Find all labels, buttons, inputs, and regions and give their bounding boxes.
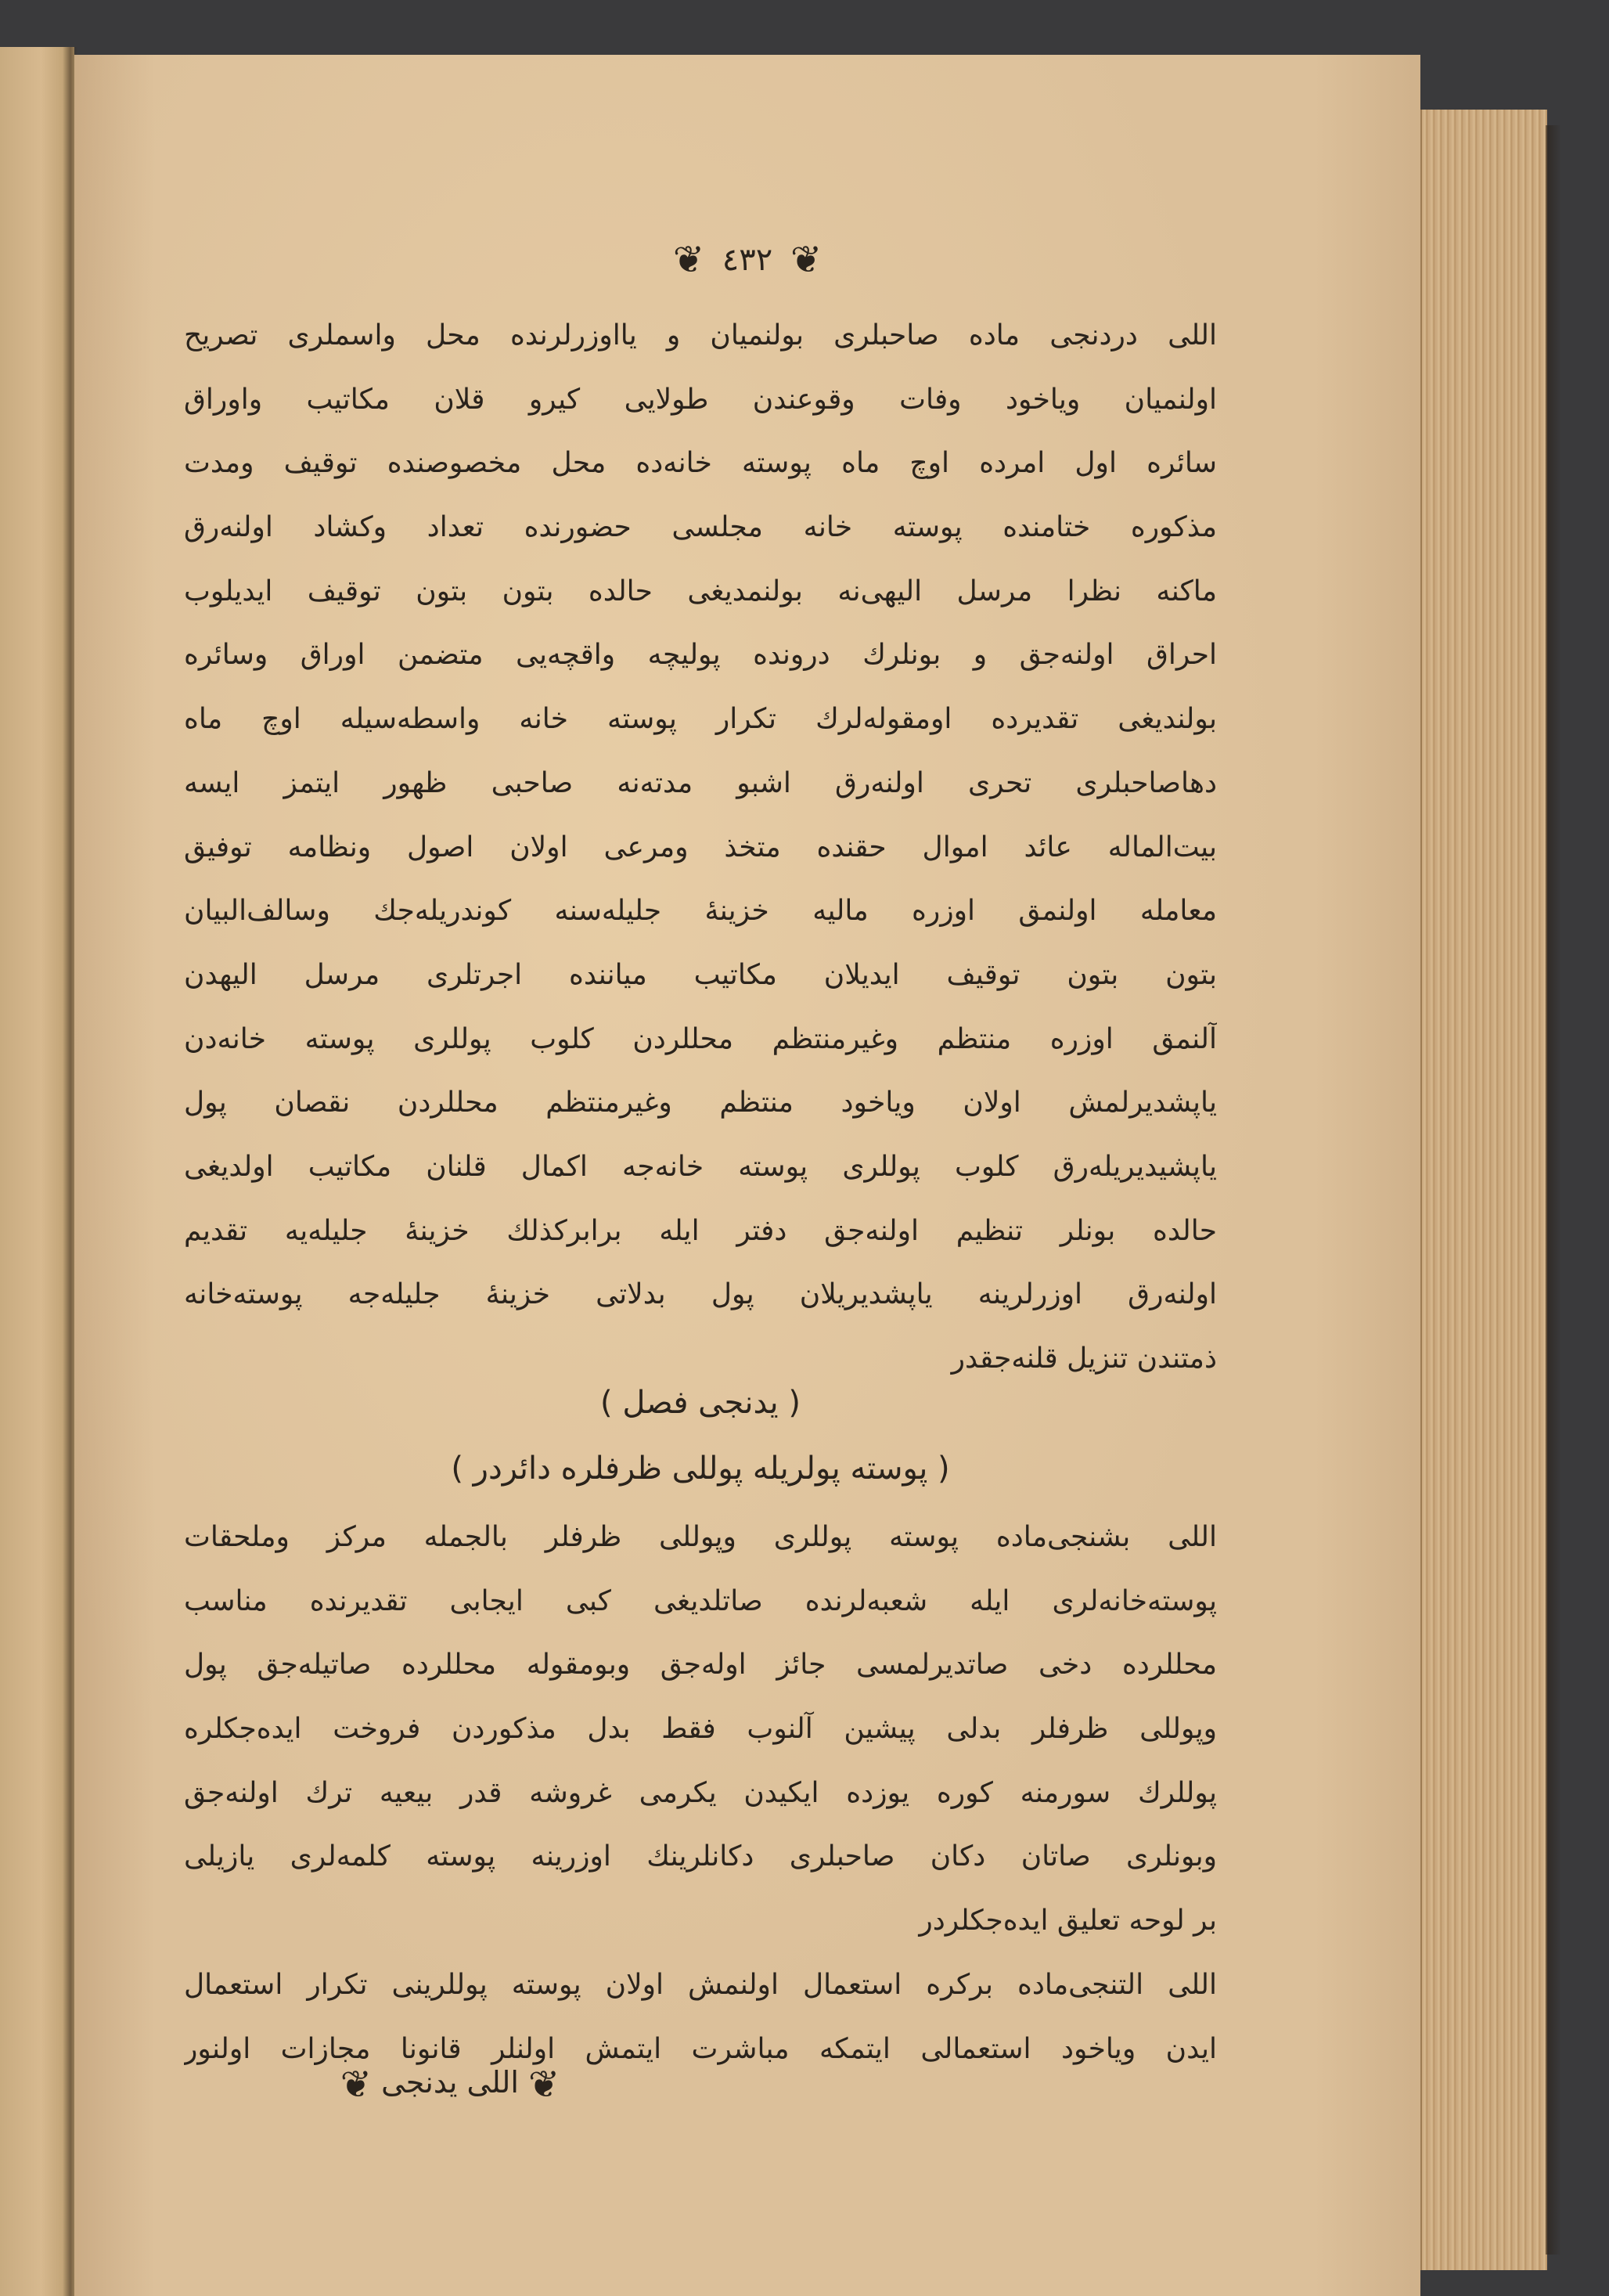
text-line: حالده بونلر تنظیم اولنه‌جق دفتر ایله برابرکذلك خزینهٔ جلیله‌یه تقدیم bbox=[184, 1214, 1217, 1247]
page-number: ٤٣٢ bbox=[722, 242, 773, 278]
text-line: اللی بشنجی‌ماده پوسته پوللری وپوللی ظرفلر بالجمله مرکز وملحقات bbox=[184, 1521, 1217, 1553]
text-line: آلنمق اوزره منتظم وغیرمنتظم محللردن کلوب پوللری پوسته خانه‌دن bbox=[184, 1022, 1217, 1055]
ornament-icon: ❦ bbox=[340, 2062, 373, 2107]
text-line: اللی دردنجی ماده صاحبلری بولنمیان و یااوزرلرنده محل واسملری تصریح bbox=[184, 319, 1217, 351]
text-line: اولنه‌رق اوزرلرینه یاپشدیریلان پول بدلاتی خزینهٔ جلیله‌جه پوسته‌خانه bbox=[184, 1278, 1217, 1311]
text-line: احراق اولنه‌جق و بونلرك درونده پولیچه واقچه‌یی متضمن اوراق وسائره bbox=[184, 639, 1217, 672]
text-line: یاپشدیرلمش اولان ویاخود منتظم وغیرمنتظم محللردن نقصان پول bbox=[184, 1087, 1217, 1119]
section-title: ( یدنجی فصل ) bbox=[600, 1385, 801, 1421]
catchword bbox=[309, 2055, 591, 2112]
section-subtitle: ( پوسته پولریله پوللی ظرفلره دائردر ) bbox=[451, 1451, 950, 1487]
text-line: معامله اولنمق اوزره مالیه خزینهٔ جلیله‌سنه کوندریله‌جك وسالف‌البیان bbox=[184, 895, 1217, 928]
text-line: پوسته‌خانه‌لری ایله شعبه‌لرنده صاتلدیغی کبی ایجابی تقدیرنده مناسب bbox=[184, 1584, 1217, 1617]
page-stack-edge bbox=[1420, 110, 1547, 2270]
articles-55-56-text bbox=[184, 1505, 1217, 2081]
text-line: ماکنه نظرا مرسل الیهی‌نه بولنمدیغی حالده بتون بتون توقیف ایدیلوب bbox=[184, 575, 1217, 607]
page-stack-shadow bbox=[1546, 125, 1561, 2255]
text-line: وبونلری صاتان دکان صاحبلری دکانلرینك اوزرینه پوسته کلمه‌لری یازیلی bbox=[184, 1840, 1217, 1873]
text-line: اللی التنجی‌ماده برکره استعمال اولنمش اولان پوسته پوللرینی تکرار استعمال bbox=[184, 1968, 1217, 2001]
text-line: بولندیغی تقدیرده اومقوله‌لرك تکرار پوسته خانه واسطه‌سیله اوچ ماه bbox=[184, 703, 1217, 736]
ornament-icon: ❦ bbox=[527, 2062, 560, 2107]
text-line: پوللرك سورمنه کوره یوزده ایکیدن یکرمی غروشه قدر بیعیه ترك اولنه‌جق bbox=[184, 1776, 1217, 1809]
text-line: اولنمیان ویاخود وفات وقوعندن طولایی کیرو قلان مکاتیب واوراق bbox=[184, 383, 1217, 416]
catchword-text: اللی یدنجی bbox=[381, 2065, 519, 2100]
text-line: محللرده دخی صاتدیرلمسی جائز اوله‌جق وبومقوله محللرده صاتیله‌جق پول bbox=[184, 1649, 1217, 1681]
text-line: دهاصاحبلری تحری اولنه‌رق اشبو مدته‌نه صاحبی ظهور ایتمز ایسه bbox=[184, 766, 1217, 799]
page-header bbox=[74, 235, 1420, 283]
text-line: بیت‌الماله عائد اموال حقنده متخذ ومرعی اولان اصول ونظامه توفیق bbox=[184, 831, 1217, 863]
text-line: بتون بتون توقیف ایدیلان مکاتیب میاننده اجرتلری مرسل الیهدن bbox=[184, 958, 1217, 991]
text-line: یاپشیدیریله‌رق کلوب پوللری پوسته خانه‌جه اکمال قلنان مکاتیب اولدیغی bbox=[184, 1150, 1217, 1183]
text-line: سائره اول امرده اوچ ماه پوسته خانه‌ده محل مخصوصنده توقیف ومدت bbox=[184, 447, 1217, 480]
text-line: مذکوره ختامنده پوسته خانه مجلسی حضورنده تعداد وکشاد اولنه‌رق bbox=[184, 511, 1217, 544]
section-heading bbox=[184, 1370, 1217, 1501]
text-line: بر لوحه تعلیق ایده‌جکلردر bbox=[919, 1905, 1217, 1937]
book-page bbox=[74, 55, 1420, 2296]
ornament-icon: ❦ bbox=[672, 238, 705, 282]
text-line: ذمتندن تنزیل قلنه‌جقدر bbox=[951, 1343, 1217, 1375]
text-line: وپوللی ظرفلر بدلی پیشین آلنوب فقط بدل مذکوردن فروخت ایده‌جکلره bbox=[184, 1713, 1217, 1746]
article-54-text bbox=[184, 304, 1217, 1391]
text-line: ایدن ویاخود استعمالی ایتمکه مباشرت ایتمش اولنلر قانونا مجازات اولنور bbox=[184, 2032, 1217, 2065]
ornament-icon: ❦ bbox=[790, 238, 822, 282]
